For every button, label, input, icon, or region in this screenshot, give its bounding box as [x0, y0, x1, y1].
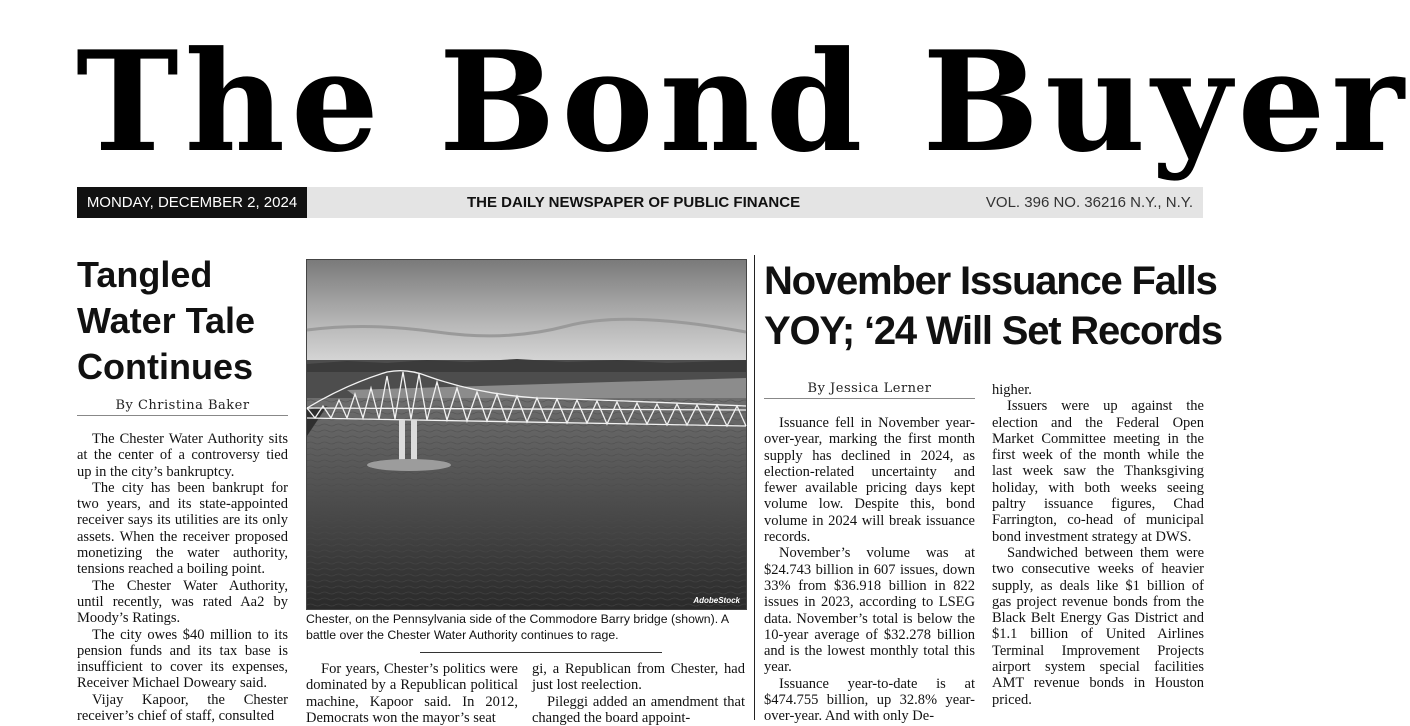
article-column-left: [77, 431, 288, 725]
info-bar: [77, 187, 1203, 218]
volume-info: VOL. 396 NO. 36216 N.Y., N.Y.: [985, 194, 1193, 211]
paragraph: higher.: [992, 382, 1032, 398]
paragraph: Issuance year-to-date is at $474.755 billion, up 32.8% year-over-year. And with only De-: [764, 675, 975, 725]
article-column-mid-2: [532, 661, 745, 726]
paragraph: gi, a Republican from Chester, had just lost reelection.: [532, 661, 745, 694]
article-column-right-1: [764, 415, 975, 725]
headline-right-line-2: YOY; ‘24 Will Set Records: [764, 309, 1222, 353]
paragraph: Pileggi added an amendment that changed the board appoint-: [532, 693, 745, 726]
caption-divider: [420, 652, 662, 653]
paragraph: The city has been bankrupt for two years, and its state-appointed receiver says its utilities are its only assets. When the receiver proposed monetizing the water authority, tensions reached a boiling point.: [77, 479, 288, 578]
paragraph: November’s volume was at $24.743 billion in 607 issues, down 33% from $36.918 billion in 822 issues in 2023, according to LSEG data. November’s total is below the 10-year average of $32.278 billion and is the lowest monthly total this year.: [764, 545, 975, 676]
headline-right: [764, 256, 1222, 356]
masthead-title: The Bond Buyer: [76, 20, 1410, 183]
headline-right-line-1: November Issuance Falls: [764, 259, 1217, 303]
bridge-photo: [306, 259, 747, 610]
byline-left: By Christina Baker: [77, 398, 288, 416]
headline-left: Tangled Water Tale Continues: [77, 254, 256, 387]
byline-right: By Jessica Lerner: [764, 381, 975, 399]
paragraph: The Chester Water Authority, until recently, was rated Aa2 by Moody’s Ratings.: [77, 577, 288, 627]
photo-credit: AdobeStock: [693, 596, 740, 605]
paragraph: Issuance fell in November year-over-year, marking the first month supply has declined in 2024, as election-related uncertainty and fewer available pricing days kept volume low. Despite this, bond volume in 2024 will break issuance records.: [764, 415, 975, 546]
article-column-right-2: [992, 382, 1204, 720]
column-divider: [754, 255, 755, 720]
paragraph: Vijay Kapoor, the Chester receiver’s chief of staff, consulted: [77, 691, 288, 725]
article-column-mid-1: [306, 661, 518, 726]
paragraph: The Chester Water Authority sits at the center of a controversy tied up in the city’s bankruptcy.: [77, 431, 288, 480]
bridge-photo-image: [307, 260, 746, 609]
paragraph: Issuers were up against the election and the Federal Open Market Committee meeting in the first week of the month while the last week saw the Thanksgiving holiday, with both weeks seeing paltry issuance figures, Chad Farrington, co-head of municipal bond investment strategy at DWS.: [992, 398, 1204, 545]
issue-date: MONDAY, DECEMBER 2, 2024: [77, 187, 307, 218]
paragraph: For years, Chester’s politics were dominated by a Republican political machine, Kapoor said. In 2012, Democrats won the mayor’s seat: [306, 661, 518, 726]
paragraph: Sandwiched between them were two consecutive weeks of heavier supply, as deals like $1 billion of gas project revenue bonds from the Black Belt Energy Gas District and $1.1 billion of United Airlines Terminal Improvement Projects airport system special facilities AMT revenue bonds in Houston priced.: [992, 544, 1204, 708]
tagline: THE DAILY NEWSPAPER OF PUBLIC FINANCE: [467, 194, 801, 211]
photo-caption: Chester, on the Pennsylvania side of the Commodore Barry bridge (shown). A battle over the Chester Water Authority continues to rage.: [306, 612, 729, 642]
paragraph: The city owes $40 million to its pension funds and its tax base is insufficient to cover its expenses, Receiver Michael Doweary said.: [77, 626, 288, 692]
